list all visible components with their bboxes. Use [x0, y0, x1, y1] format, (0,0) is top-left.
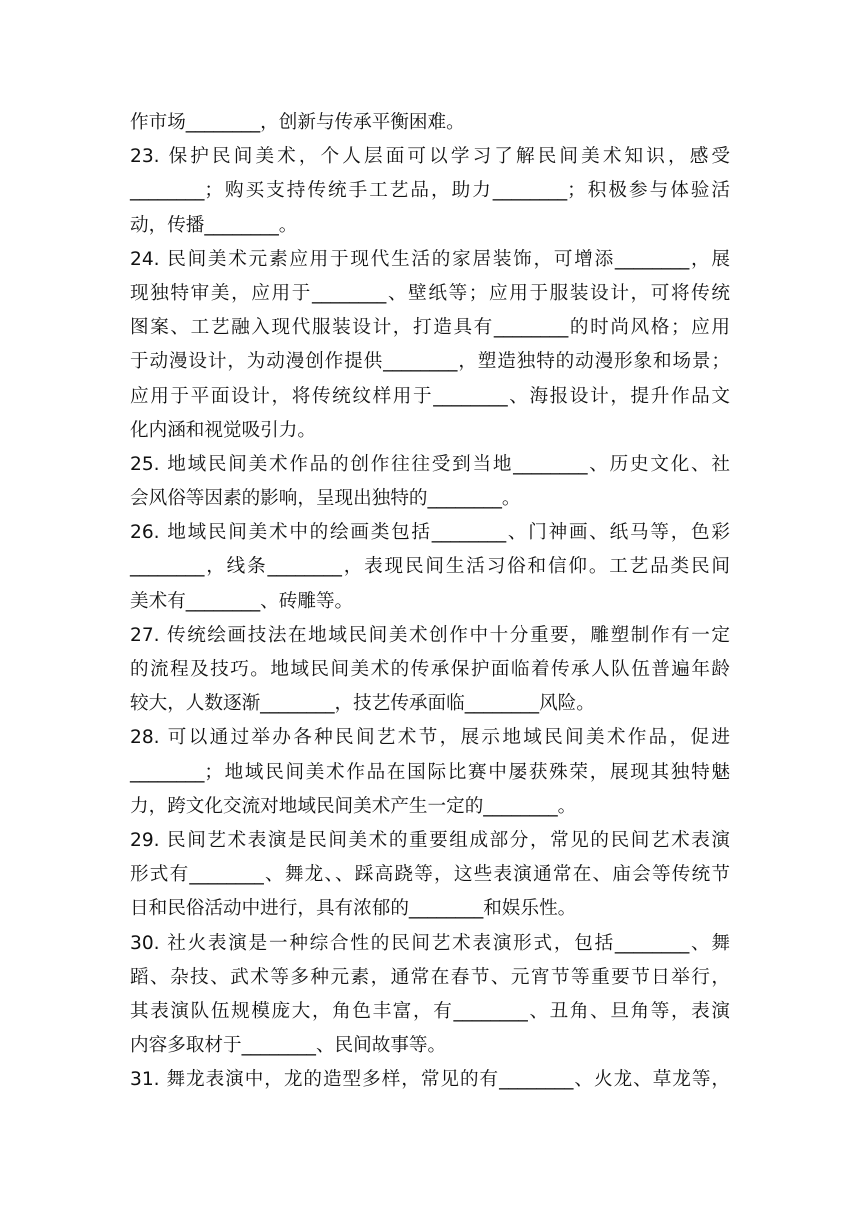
- text-line: 31. 舞龙表演中，龙的造型多样，常见的有________、火龙、草龙等，: [130, 1069, 730, 1091]
- text-line: 内容多取材于________、民间故事等。: [130, 1035, 447, 1057]
- text-line: 动，传播________。: [130, 214, 298, 236]
- text-line: 应用于平面设计，将传统纹样用于________、海报设计，提升作品文: [130, 385, 730, 407]
- text-line: 形式有________、舞龙、、踩高跷等，这些表演通常在、庙会等传统节: [130, 864, 730, 886]
- text-line: 27. 传统绘画技法在地域民间美术创作中十分重要，雕塑制作有一定: [130, 624, 730, 646]
- text-line: 的流程及技巧。地域民间美术的传承保护面临着传承人队伍普遍年龄: [130, 659, 730, 680]
- text-line: 化内涵和视觉吸引力。: [130, 419, 316, 441]
- text-line: 30. 社火表演是一种综合性的民间艺术表演形式，包括________、舞: [130, 932, 730, 954]
- text-line: 24. 民间美术元素应用于现代生活的家居装饰，可增添________，展: [130, 248, 730, 270]
- text-line: 较大，人数逐渐________，技艺传承面临________风险。: [130, 693, 595, 715]
- text-line: 现独特审美，应用于________、壁纸等；应用于服装设计，可将传统: [130, 282, 730, 304]
- text-line: ________；地域民间美术作品在国际比赛中屡获殊荣，展现其独特魅: [130, 761, 730, 783]
- text-line: 美术有________、砖雕等。: [130, 590, 354, 612]
- text-line: 29. 民间艺术表演是民间美术的重要组成部分，常见的民间艺术表演: [130, 829, 730, 851]
- text-line: 力，跨文化交流对地域民间美术产生一定的________。: [130, 795, 577, 817]
- text-line: 会风俗等因素的影响，呈现出独特的________。: [130, 488, 521, 510]
- text-line: 日和民俗活动中进行，具有浓郁的________和娱乐性。: [130, 898, 577, 920]
- text-line: 23. 保护民间美术，个人层面可以学习了解民间美术知识，感受: [130, 146, 730, 168]
- text-line: 作市场________，创新与传承平衡困难。: [130, 112, 465, 133]
- text-line: 28. 可以通过举办各种民间艺术节，展示地域民间美术作品，促进: [130, 727, 730, 749]
- text-line: 蹈、杂技、武术等多种元素，通常在春节、元宵节等重要节日举行，: [130, 966, 730, 988]
- document-page: [130, 106, 730, 1097]
- text-line: 其表演队伍规模庞大，角色丰富，有________、丑角、旦角等，表演: [130, 1000, 730, 1022]
- text-line: ________；购买支持传统手工艺品，助力________；积极参与体验活: [130, 180, 730, 202]
- text-line: 26. 地域民间美术中的绘画类包括________、门神画、纸马等，色彩: [130, 522, 730, 544]
- text-line: 于动漫设计，为动漫创作提供________，塑造独特的动漫形象和场景；: [130, 351, 730, 373]
- text-line: 图案、工艺融入现代服装设计，打造具有________的时尚风格；应用: [130, 317, 730, 339]
- text-line: 25. 地域民间美术作品的创作往往受到当地________、历史文化、社: [130, 453, 730, 475]
- text-line: ________，线条________，表现民间生活习俗和信仰。工艺品类民间: [130, 556, 730, 578]
